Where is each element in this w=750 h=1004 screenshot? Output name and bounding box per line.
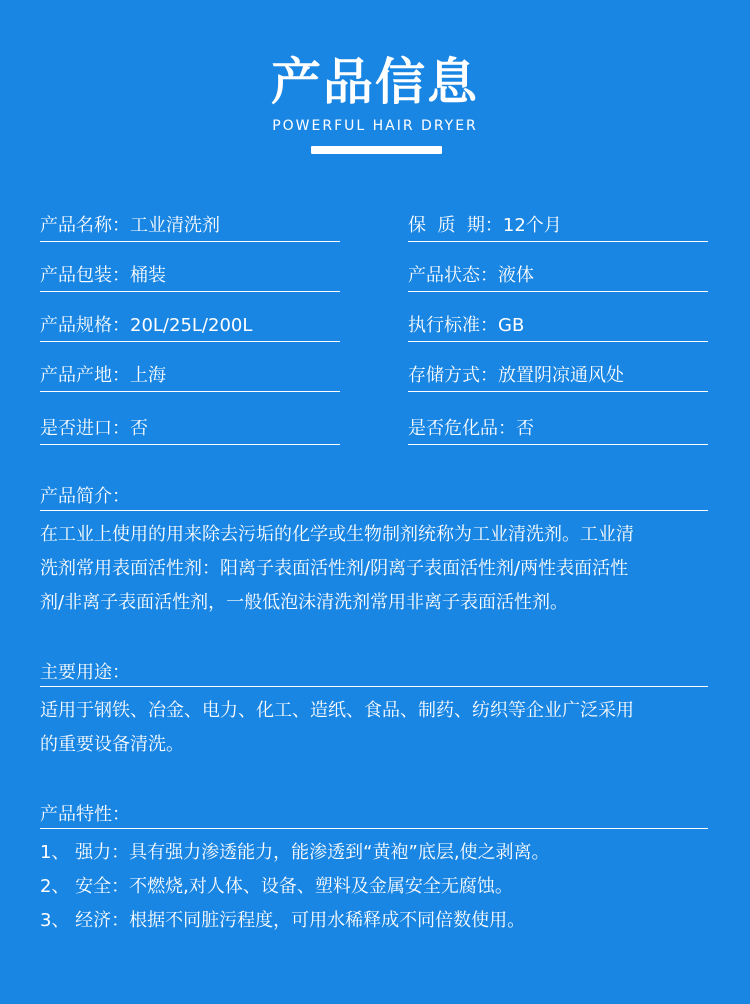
field-state bbox=[408, 261, 708, 292]
paragraph-line: 的重要设备清洗。 bbox=[40, 734, 184, 755]
field-product-name bbox=[40, 211, 340, 242]
title-underline-bar bbox=[311, 146, 442, 154]
field-value: 液体 bbox=[498, 265, 534, 286]
page-subtitle: POWERFUL HAIR DRYER bbox=[272, 118, 478, 134]
intro-paragraph bbox=[40, 518, 712, 620]
field-value: 桶装 bbox=[130, 265, 166, 286]
field-label: 保 质 期： bbox=[408, 215, 503, 236]
field-label: 产品状态： bbox=[408, 265, 498, 286]
page-title: 产品信息 bbox=[271, 53, 479, 111]
field-value: 20L/25L/200L bbox=[130, 315, 253, 336]
field-label: 执行标准： bbox=[408, 315, 498, 336]
field-standard bbox=[408, 311, 708, 342]
field-label: 产品包装： bbox=[40, 265, 130, 286]
list-item: 3、 经济：根据不同脏污程度，可用水稀释成不同倍数使用。 bbox=[40, 910, 526, 931]
field-hazardous bbox=[408, 414, 708, 445]
usage-paragraph bbox=[40, 694, 712, 762]
field-value: 上海 bbox=[130, 365, 166, 386]
field-label: 是否危化品： bbox=[408, 418, 516, 439]
field-label: 产品规格： bbox=[40, 315, 130, 336]
field-label: 存储方式： bbox=[408, 365, 498, 386]
section-heading-intro: 产品简介： bbox=[40, 484, 708, 511]
field-shelf-life bbox=[408, 211, 708, 242]
field-packaging bbox=[40, 261, 340, 292]
paragraph-line: 剂/非离子表面活性剂，一般低泡沫清洗剂常用非离子表面活性剂。 bbox=[40, 592, 569, 613]
section-heading-features: 产品特性： bbox=[40, 802, 708, 829]
field-value: 放置阴凉通风处 bbox=[498, 365, 624, 386]
field-value: 否 bbox=[130, 418, 148, 439]
field-label: 产品名称： bbox=[40, 215, 130, 236]
field-storage bbox=[408, 361, 708, 392]
field-imported bbox=[40, 414, 340, 445]
paragraph-line: 洗剂常用表面活性剂：阳离子表面活性剂/阴离子表面活性剂/两性表面活性 bbox=[40, 558, 629, 579]
list-item: 2、 安全：不燃烧,对人体、设备、塑料及金属安全无腐蚀。 bbox=[40, 876, 513, 897]
field-label: 是否进口： bbox=[40, 418, 130, 439]
field-value: 工业清洗剂 bbox=[130, 215, 220, 236]
field-origin bbox=[40, 361, 340, 392]
field-value: 否 bbox=[516, 418, 534, 439]
field-value: 12个月 bbox=[502, 215, 562, 236]
list-item: 1、 强力：具有强力渗透能力，能渗透到“黄袍”底层,使之剥离。 bbox=[40, 842, 550, 863]
field-label: 产品产地： bbox=[40, 365, 130, 386]
section-heading-usage: 主要用途： bbox=[40, 660, 708, 687]
paragraph-line: 适用于钢铁、冶金、电力、化工、造纸、食品、制药、纺织等企业广泛采用 bbox=[40, 700, 634, 721]
field-value: GB bbox=[498, 315, 525, 336]
features-list bbox=[40, 836, 712, 938]
field-spec bbox=[40, 311, 340, 342]
paragraph-line: 在工业上使用的用来除去污垢的化学或生物制剂统称为工业清洗剂。工业清 bbox=[40, 524, 634, 545]
